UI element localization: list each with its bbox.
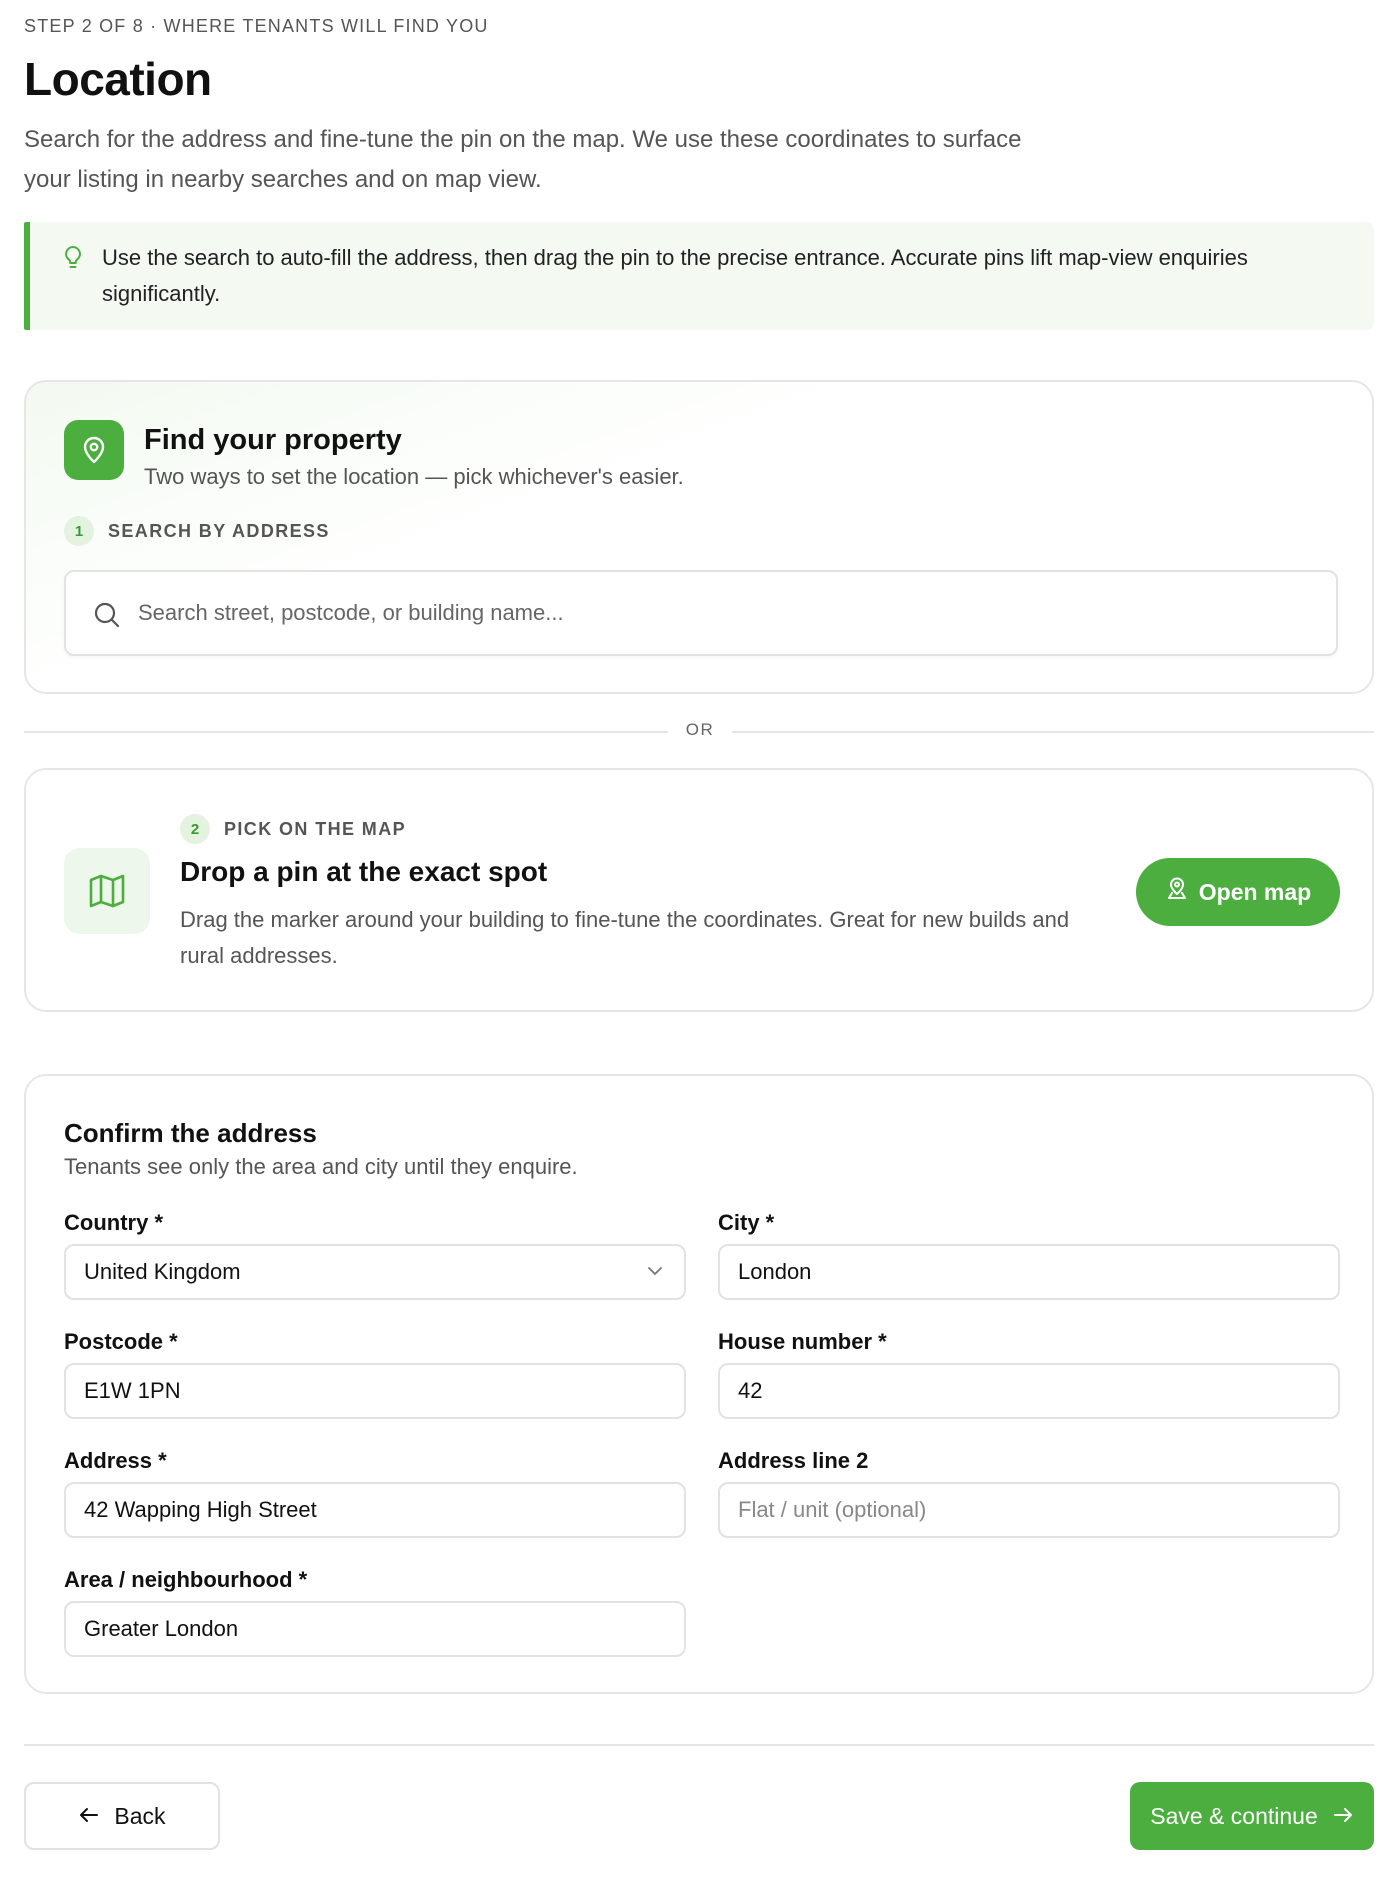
tip-banner xyxy=(24,222,1374,330)
city-value: London xyxy=(738,1259,812,1284)
address-line2-placeholder: Flat / unit (optional) xyxy=(738,1497,927,1522)
map-pin-icon xyxy=(64,420,124,480)
step-indicator: STEP 2 OF 8 · WHERE TENANTS WILL FIND YOU xyxy=(24,16,489,36)
map-step-badge: 2 xyxy=(180,814,210,844)
postcode-field[interactable] xyxy=(64,1363,686,1419)
tip-text: Use the search to auto-fill the address, then drag the pin to the precise entrance. Accurate pins lift map-view enquiries significantly. xyxy=(102,245,1248,306)
divider-left xyxy=(24,731,668,733)
footer-divider xyxy=(24,1744,1374,1746)
map-icon xyxy=(64,848,150,934)
pick-on-map-card xyxy=(24,768,1374,1012)
area-label: Area / neighbourhood * xyxy=(64,1567,308,1592)
address-search-input[interactable] xyxy=(138,572,1318,654)
search-icon xyxy=(92,600,122,630)
page-title: Location xyxy=(24,53,212,105)
back-label: Back xyxy=(114,1802,166,1829)
address-value: 42 Wapping High Street xyxy=(84,1497,317,1522)
city-label: City * xyxy=(718,1210,775,1235)
arrow-left-icon xyxy=(78,1803,100,1830)
find-property-subtitle: Two ways to set the location — pick whichever's easier. xyxy=(144,464,684,489)
postcode-label: Postcode * xyxy=(64,1329,178,1354)
area-value: Greater London xyxy=(84,1616,239,1641)
open-map-label: Open map xyxy=(1198,878,1312,905)
map-title: Drop a pin at the exact spot xyxy=(180,856,548,887)
country-select[interactable] xyxy=(64,1244,686,1300)
search-by-address-label: SEARCH BY ADDRESS xyxy=(108,521,330,541)
confirm-address-title: Confirm the address xyxy=(64,1118,317,1148)
save-continue-label: Save & continue xyxy=(1150,1802,1318,1829)
house-number-label: House number * xyxy=(718,1329,887,1354)
open-map-button[interactable] xyxy=(1136,858,1340,926)
address-search-box[interactable] xyxy=(64,570,1338,656)
address-line2-field[interactable] xyxy=(718,1482,1340,1538)
postcode-value: E1W 1PN xyxy=(84,1378,181,1403)
back-button[interactable] xyxy=(24,1782,220,1850)
address-line2-label: Address line 2 xyxy=(718,1448,869,1473)
address-field[interactable] xyxy=(64,1482,686,1538)
find-property-title: Find your property xyxy=(144,424,402,456)
area-field[interactable] xyxy=(64,1601,686,1657)
confirm-address-card xyxy=(24,1074,1374,1694)
confirm-address-subtitle: Tenants see only the area and city until they enquire. xyxy=(64,1154,578,1179)
find-property-card xyxy=(24,380,1374,694)
house-number-value: 42 xyxy=(738,1378,763,1403)
divider-right xyxy=(732,731,1374,733)
arrow-right-icon xyxy=(1332,1803,1354,1830)
country-label: Country * xyxy=(64,1210,163,1235)
map-pin-icon xyxy=(1165,877,1189,907)
lightbulb-icon xyxy=(62,244,84,272)
search-step-badge: 1 xyxy=(64,516,94,546)
page-subtitle: Search for the address and fine-tune the pin on the map. We use these coordinates to surface your listing in nearby searches and on map view. xyxy=(24,126,1022,193)
or-divider-label: OR xyxy=(685,720,715,739)
map-description: Drag the marker around your building to fine-tune the coordinates. Great for new builds and rural addresses. xyxy=(180,907,1070,968)
address-label: Address * xyxy=(64,1448,167,1473)
city-field[interactable] xyxy=(718,1244,1340,1300)
save-continue-button[interactable] xyxy=(1130,1782,1374,1850)
house-number-field[interactable] xyxy=(718,1363,1340,1419)
pick-on-map-label: PICK ON THE MAP xyxy=(224,819,407,839)
chevron-down-icon xyxy=(646,1264,664,1278)
country-value: United Kingdom xyxy=(84,1259,241,1284)
